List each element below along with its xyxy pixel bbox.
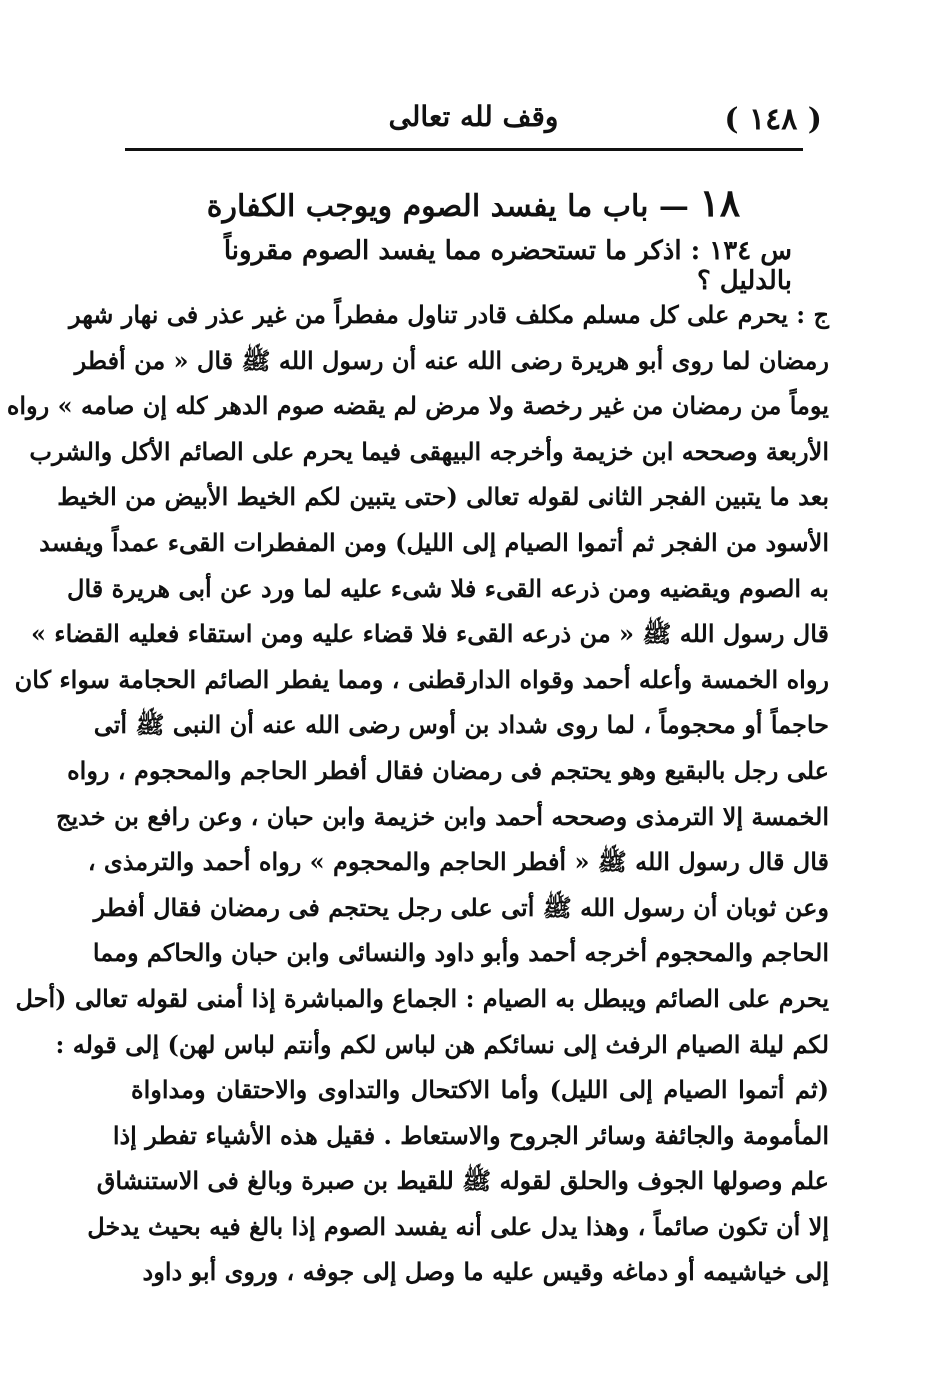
answer-line: قال قال رسول الله ﷺ « أفطر الحاجم والمحجوم » رواه أحمد والترمذى ،: [87, 847, 829, 877]
running-header: [0, 100, 947, 144]
answer-line: المأمومة والجائفة وسائر الجروح والاستعاط . فقيل هذه الأشياء تفطر إذا: [112, 1120, 829, 1150]
answer-line: على رجل بالبقيع وهو يحتجم فى رمضان فقال أفطر الحاجم والمحجوم ، رواه: [67, 755, 829, 785]
answer-line: يحرم على الصائم ويبطل به الصيام : الجماع والمباشرة إذا أمنى لقوله تعالى (أحل: [15, 983, 829, 1013]
answer-text: [6, 292, 829, 1295]
chapter-title: باب ما يفسد الصوم ويوجب الكفارة: [206, 189, 649, 224]
question-line: س ١٣٤ : اذكر ما تستحضره مما يفسد الصوم مقروناً بالدليل ؟: [223, 236, 792, 296]
running-header-title: وقف لله تعالى: [388, 100, 559, 133]
answer-line: الحاجم والمحجوم أخرجه أحمد وأبو داود والنسائى وابن حبان والحاكم ومما: [92, 938, 829, 968]
answer-line: الأربعة وصححه ابن خزيمة وأخرجه البيهقى فيما يحرم على الصائم الأكل والشرب: [29, 436, 829, 466]
page-number: ( ١٤٨ ): [724, 102, 822, 137]
answer-line: إلا أن تكون صائماً ، وهذا يدل على أنه يفسد الصوم إذا بالغ فيه بحيث يدخل: [87, 1211, 829, 1241]
chapter-dash: —: [658, 189, 689, 224]
answer-line: (ثم أتموا الصيام إلى الليل) وأما الاكتحال والتداوى والاحتقان ومداواة: [131, 1075, 829, 1105]
answer-line: علم وصولها الجوف والحلق لقوله ﷺ للقيط بن صبرة وبالغ فى الاستنشاق: [96, 1166, 829, 1196]
answer-line: لكم ليلة الصيام الرفث إلى نسائكم هن لباس لكم وأنتم لباس لهن) إلى قوله :: [55, 1029, 829, 1059]
answer-line: حاجماً أو محجوماً ، لما روى شداد بن أوس رضى الله عنه أن النبى ﷺ أتى: [93, 710, 829, 740]
chapter-number: ١٨: [699, 180, 741, 225]
answer-line: الأسود من الفجر ثم أتموا الصيام إلى الليل) ومن المفطرات القىء عمداً ويفسد: [39, 527, 829, 557]
answer-line: ج : يحرم على كل مسلم مكلف قادر تناول مفطراً من غير عذر فى نهار شهر: [68, 300, 829, 329]
answer-line: بعد ما يتبين الفجر الثانى لقوله تعالى (حتى يتبين لكم الخيط الأبيض من الخيط: [57, 482, 829, 512]
answer-line: إلى خياشيمه أو دماغه وقيس عليه ما وصل إلى جوفه ، وروى أبو داود: [142, 1257, 829, 1287]
answer-line: يوماً من رمضان من غير رخصة ولا مرض لم يقضه صوم الدهر كله إن صامه » رواه: [6, 391, 829, 421]
answer-line: رمضان لما روى أبو هريرة رضى الله عنه أن رسول الله ﷺ قال « من أفطر: [74, 345, 829, 375]
answer-line: قال رسول الله ﷺ « من ذرعه القىء فلا قضاء عليه ومن استقاء فعليه القضاء »: [30, 619, 829, 649]
answer-line: رواه الخمسة وأعله أحمد وقواه الدارقطنى ، ومما يفطر الصائم الحجامة سواء كان: [14, 664, 829, 694]
header-rule: [125, 148, 803, 151]
chapter-heading: [0, 180, 947, 225]
answer-line: به الصوم ويقضيه ومن ذرعه القىء فلا شىء عليه لما ورد عن أبى هريرة قال: [67, 573, 829, 603]
answer-line: وعن ثوبان أن رسول الله ﷺ أتى على رجل يحتجم فى رمضان فقال أفطر: [93, 892, 829, 922]
answer-line: الخمسة إلا الترمذى وصححه أحمد وابن خزيمة وابن حبان ، وعن رافع بن خديج: [55, 801, 829, 831]
